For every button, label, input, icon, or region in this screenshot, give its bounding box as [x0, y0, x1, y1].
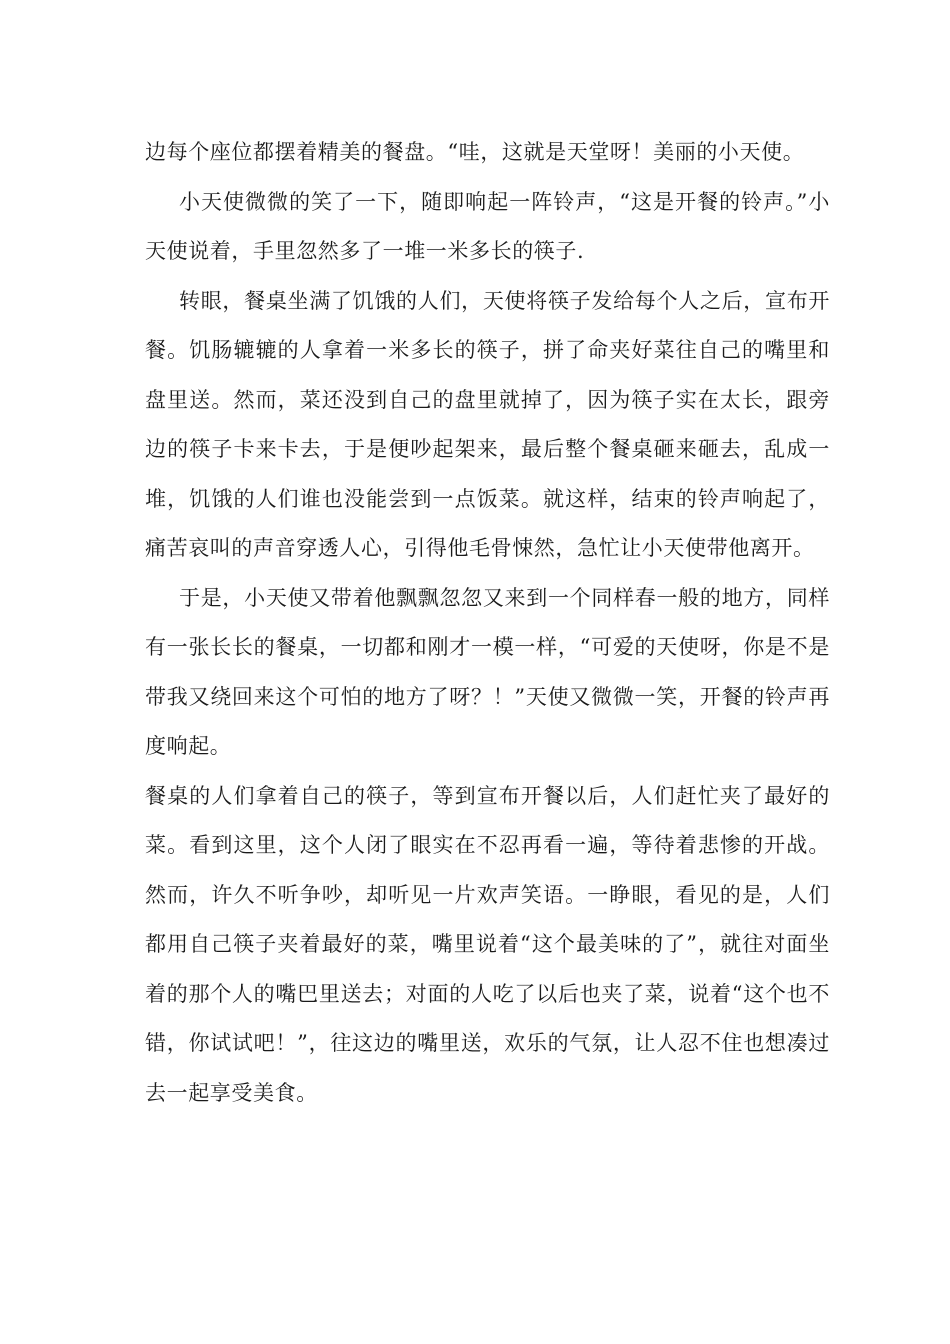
- paragraph-1: 边每个座位都摆着精美的餐盘。“哇，这就是天堂呀！美丽的小天使。: [145, 140, 805, 164]
- paragraph-4: 于是，小天使又带着他飘飘忽忽又来到一个同样春一般的地方，同样有一张长长的餐桌，一切都和刚才一模一样，“可爱的天使呀，你是不是带我又绕回来这个可怕的地方了呀？！”天使又微微一笑，开餐的铃声再度响起。: [145, 585, 830, 758]
- paragraph-5: 餐桌的人们拿着自己的筷子，等到宣布开餐以后，人们赶忙夹了最好的菜。看到这里，这个人闭了眼实在不忍再看一遍，等待着悲惨的开战。然而，许久不听争吵，却听见一片欢声笑语。一睁眼，看见的是，人们都用自己筷子夹着最好的菜，嘴里说着“这个最美味的了”，就往对面坐着的那个人的嘴巴里送去；对面的人吃了以后也夹了菜，说着“这个也不错，你试试吧！”，往这边的嘴里送，欢乐的气氛，让人忍不住也想凑过去一起享受美食。: [145, 783, 830, 1105]
- story-text: [145, 128, 830, 1118]
- paragraph-2: 小天使微微的笑了一下，随即响起一阵铃声，“这是开餐的铃声。”小天使说着，手里忽然多了一堆一米多长的筷子.: [145, 189, 830, 263]
- paragraph-3: 转眼，餐桌坐满了饥饿的人们，天使将筷子发给每个人之后，宣布开餐。饥肠辘辘的人拿着一米多长的筷子，拼了命夹好菜往自己的嘴里和盘里送。然而，菜还没到自己的盘里就掉了，因为筷子实在太长，跟旁边的筷子卡来卡去，于是便吵起架来，最后整个餐桌砸来砸去，乱成一堆，饥饿的人们谁也没能尝到一点饭菜。就这样，结束的铃声响起了，痛苦哀叫的声音穿透人心，引得他毛骨悚然，急忙让小天使带他离开。: [145, 288, 830, 560]
